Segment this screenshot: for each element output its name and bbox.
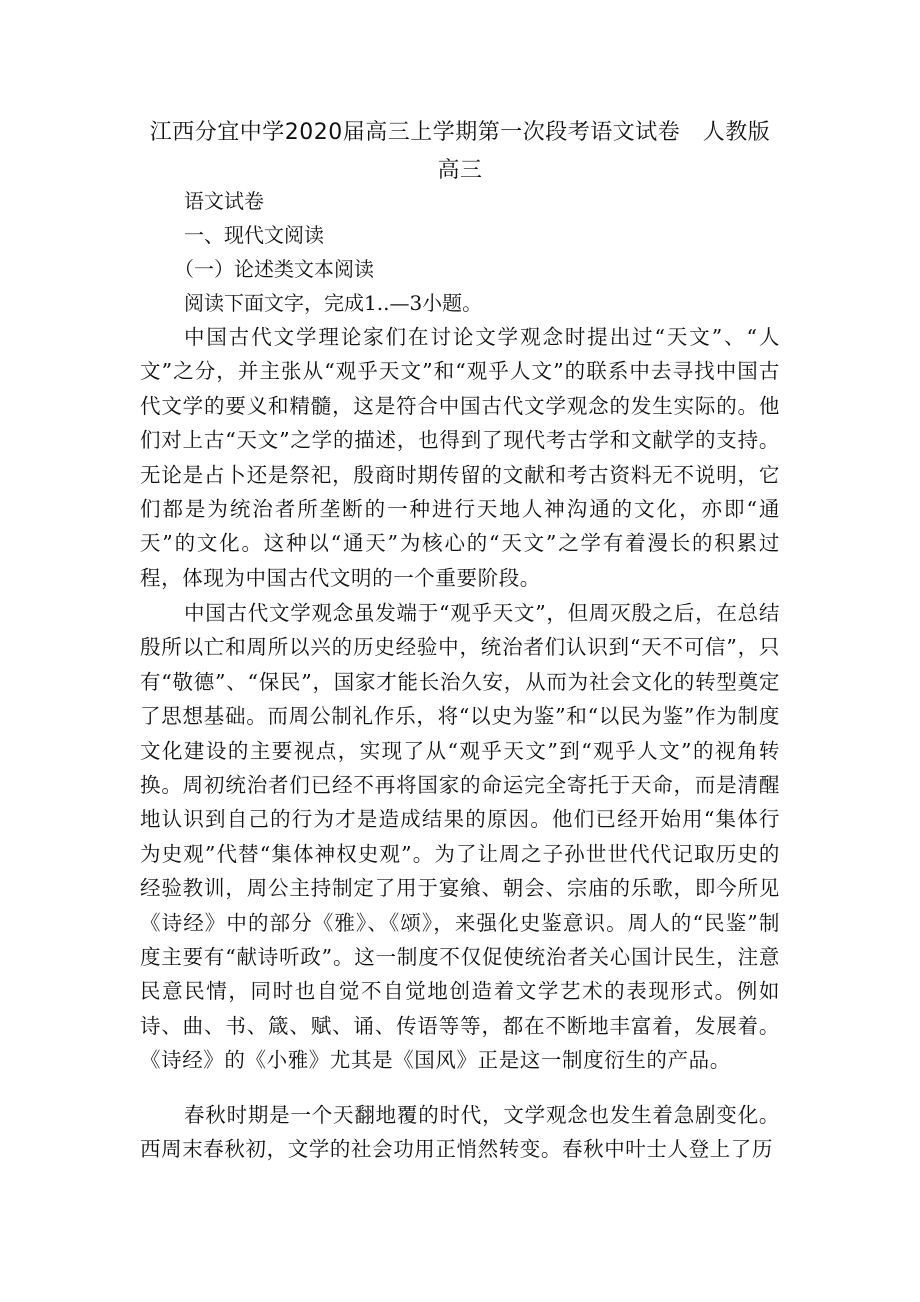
document-title [140,114,780,190]
paragraph-2: 中国古代文学观念虽发端于“观乎天文”，但周灭殷之后，在总结殷所以亡和周所以兴的历史经验中，统治者们认识到“天不可信”，只有“敬德”、“保民”，国家才能长治久安，从而为社会文化的转型奠定了思想基础。而周公制礼作乐，将“以史为鉴”和“以民为鉴”作为制度文化建设的主要视点，实现了从“观乎天文”到“观乎人文”的视角转换。周初统治者们已经不再将国家的命运完全寄托于天命，而是清醒地认识到自己的行为才是造成结果的原因。他们已经开始用“集体行为史观”代替“集体神权史观”。为了让周之子孙世世代代记取历史的经验教训，周公主持制定了用于宴飨、朝会、宗庙的乐歌，即今所见《诗经》中的部分《雅》、《颂》，来强化史鉴意识。周人的“民鉴”制度主要有“献诗听政”。这一制度不仅促使统治者关心国计民生，注意民意民情，同时也自觉不自觉地创造着文学艺术的表现形式。例如诗、曲、书、箴、赋、诵、传语等等，都在不断地丰富着，发展着。《诗经》的《小雅》尤其是《国风》正是这一制度衍生的产品。 [140,601,780,1073]
document-title-line-2: 高三 [437,158,483,183]
paragraph-3: 春秋时期是一个天翻地覆的时代，文学观念也发生着急剧变化。西周末春秋初，文学的社会功用正悄然转变。春秋中叶士人登上了历 [140,1103,780,1162]
paragraph-1: 中国古代文学理论家们在讨论文学观念时提出过“天文”、“人文”之分，并主张从“观乎天文”和“观乎人文”的联系中去寻找中国古代文学的要义和精髓，这是符合中国古代文学观念的发生实际的。他们对上古“天文”之学的描述，也得到了现代考古学和文献学的支持。无论是占卜还是祭祀，殷商时期传留的文献和考古资料无不说明，它们都是为统治者所垄断的一种进行天地人神沟通的文化，亦即“通天”的文化。这种以“通天”为核心的“天文”之学有着漫长的积累过程，体现为中国古代文明的一个重要阶段。 [140,325,780,590]
exam-label: 语文试卷 [184,189,264,213]
document-title-line-1: 江西分宜中学2020届高三上学期第一次段考语文试卷 人教版 [149,120,771,145]
subsection-heading: （一）论述类文本阅读 [174,257,374,281]
reading-instruction: 阅读下面文字，完成1..—3小题。 [184,291,483,315]
section-heading: 一、现代文阅读 [184,223,324,247]
